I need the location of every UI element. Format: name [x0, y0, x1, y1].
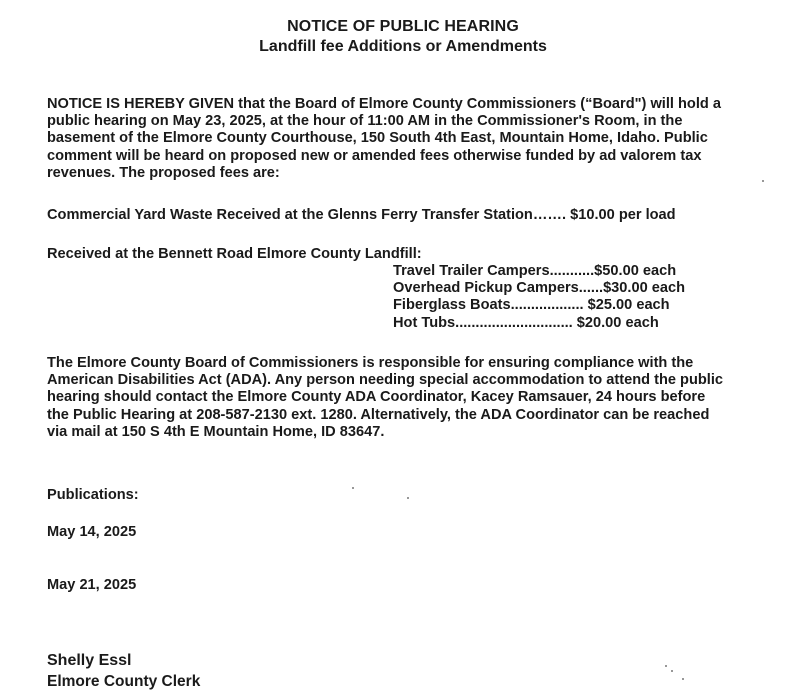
publication-date: May 14, 2025 — [47, 524, 137, 540]
publication-date: May 21, 2025 — [47, 577, 137, 593]
intro-paragraph — [47, 96, 787, 182]
bennett-heading: Received at the Bennett Road Elmore County Landfill: — [47, 246, 422, 262]
fee-row-hot-tubs: Hot Tubs............................. $20.00 each — [393, 314, 659, 331]
intro-line: NOTICE IS HEREBY GIVEN that the Board of Elmore County Commissioners (“Board") will hold a — [47, 96, 721, 112]
bennett-fee-list — [393, 263, 685, 332]
ada-paragraph — [47, 355, 787, 441]
intro-line: comment will be heard on proposed new or amended fees otherwise funded by ad valorem tax — [47, 147, 702, 164]
ada-line: The Elmore County Board of Commissioners is responsible for ensuring compliance with the — [47, 355, 694, 371]
publications-label: Publications: — [47, 487, 139, 503]
fee-row-travel-trailer: Travel Trailer Campers...........$50.00 each — [393, 263, 677, 279]
ada-line: hearing should contact the Elmore County ADA Coordinator, Kacey Ramsauer, 24 hours before — [47, 389, 706, 406]
ada-line: via mail at 150 S 4th E Mountain Home, ID 83647. — [47, 423, 385, 440]
glenns-ferry-fee: Commercial Yard Waste Received at the Glenns Ferry Transfer Station……. $10.00 per load — [47, 207, 676, 223]
scan-speck — [352, 487, 354, 489]
scan-speck — [682, 678, 684, 680]
ada-line: the Public Hearing at 208-587-2130 ext. 1280. Alternatively, the ADA Coordinator can be reached — [47, 406, 710, 423]
intro-line: public hearing on May 23, 2025, at the hour of 11:00 AM in the Commissioner's Room, in the — [47, 113, 683, 130]
scan-speck — [762, 180, 764, 182]
fee-row-fiberglass-boats: Fiberglass Boats.................. $25.00 each — [393, 297, 670, 314]
intro-line: revenues. The proposed fees are: — [47, 164, 280, 181]
ada-line: American Disabilities Act (ADA). Any person needing special accommodation to attend the public — [47, 372, 724, 389]
intro-line: basement of the Elmore County Courthouse, 150 South 4th East, Mountain Home, Idaho. Public — [47, 130, 708, 147]
signer-name: Shelly Essl — [47, 652, 132, 669]
fee-row-overhead-camper: Overhead Pickup Campers......$30.00 each — [393, 280, 686, 297]
notice-subtitle: Landfill fee Additions or Amendments — [259, 38, 547, 55]
signer-title: Elmore County Clerk — [47, 673, 201, 690]
scan-speck — [407, 497, 409, 499]
scan-speck — [671, 670, 673, 672]
scan-speck — [665, 665, 667, 667]
notice-title: NOTICE OF PUBLIC HEARING — [287, 18, 519, 35]
